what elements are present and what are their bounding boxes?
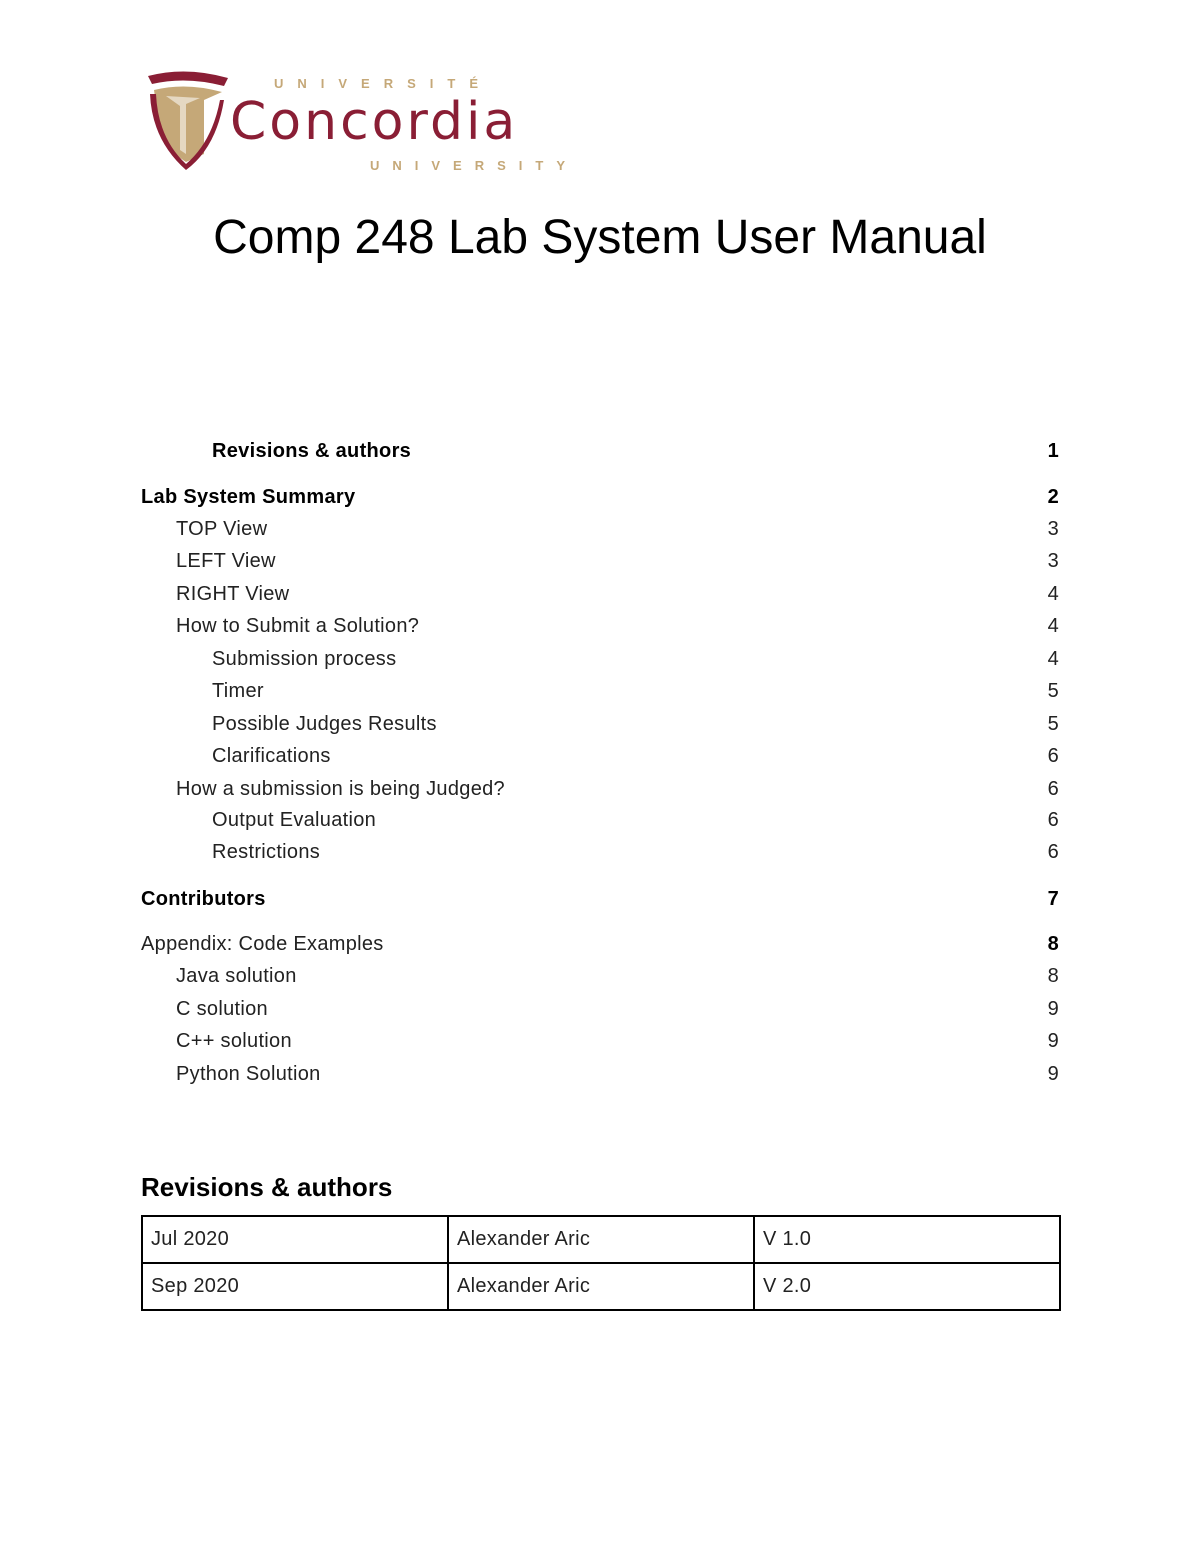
toc-item-page: 6 — [1047, 778, 1059, 800]
toc-item[interactable] — [0, 710, 1200, 738]
toc-item-page: 6 — [1047, 809, 1059, 831]
revision-author: Alexander Aric — [448, 1263, 754, 1310]
toc-item[interactable] — [0, 677, 1200, 705]
logo-university-text: UNIVERSITY — [370, 158, 579, 173]
toc-item-label: TOP View — [176, 518, 268, 540]
toc-item-page: 4 — [1047, 648, 1059, 670]
toc-item-label: Python Solution — [176, 1063, 321, 1085]
revision-version: V 1.0 — [754, 1216, 1060, 1263]
toc-item-page: 9 — [1047, 1030, 1059, 1052]
toc-item-page: 6 — [1047, 841, 1059, 863]
table-row — [142, 1263, 1060, 1310]
document-title: Comp 248 Lab System User Manual — [213, 211, 987, 264]
concordia-logo — [146, 70, 579, 180]
toc-item[interactable] — [0, 612, 1200, 640]
toc-item-label: Submission process — [212, 648, 397, 670]
toc-item-label: Appendix: Code Examples — [141, 933, 384, 955]
toc-item[interactable] — [0, 483, 1200, 511]
toc-item[interactable] — [0, 930, 1200, 958]
toc-item-page: 3 — [1047, 518, 1059, 540]
toc-item-label: Possible Judges Results — [212, 713, 437, 735]
revisions-heading: Revisions & authors — [141, 1172, 393, 1202]
toc-item-page: 1 — [1047, 440, 1059, 462]
toc-item-page: 9 — [1047, 998, 1059, 1020]
toc-item-page: 3 — [1047, 550, 1059, 572]
revision-author: Alexander Aric — [448, 1216, 754, 1263]
toc-item-label: Java solution — [176, 965, 297, 987]
toc-item[interactable] — [0, 437, 1200, 465]
toc-item-page: 8 — [1047, 965, 1059, 987]
revisions-table — [141, 1215, 1061, 1311]
toc-item-page: 2 — [1047, 486, 1059, 508]
toc-item-page: 5 — [1047, 680, 1059, 702]
toc-item[interactable] — [0, 547, 1200, 575]
revision-date: Jul 2020 — [142, 1216, 448, 1263]
revision-date: Sep 2020 — [142, 1263, 448, 1310]
toc-item[interactable] — [0, 645, 1200, 673]
toc-item-label: How a submission is being Judged? — [176, 778, 505, 800]
toc-item-label: How to Submit a Solution? — [176, 615, 420, 637]
toc-item[interactable] — [0, 515, 1200, 543]
toc-item-page: 4 — [1047, 615, 1059, 637]
toc-item-label: Restrictions — [212, 841, 321, 863]
toc-item[interactable] — [0, 806, 1200, 834]
toc-item[interactable] — [0, 1027, 1200, 1055]
toc-item-label: Timer — [212, 680, 264, 702]
toc-item-label: LEFT View — [176, 550, 276, 572]
toc-item[interactable] — [0, 1060, 1200, 1088]
logo-universite-text: UNIVERSITÉ — [274, 76, 493, 91]
toc-item-page: 9 — [1047, 1063, 1059, 1085]
toc-item[interactable] — [0, 838, 1200, 866]
toc-item[interactable] — [0, 885, 1200, 913]
toc-item-label: C solution — [176, 998, 268, 1020]
toc-item[interactable] — [0, 995, 1200, 1023]
toc-item-page: 4 — [1047, 583, 1059, 605]
toc-item-label: Contributors — [141, 888, 266, 910]
toc-item[interactable] — [0, 775, 1200, 803]
toc-item-label: Output Evaluation — [212, 809, 377, 831]
table-row — [142, 1216, 1060, 1263]
revision-version: V 2.0 — [754, 1263, 1060, 1310]
toc-item[interactable] — [0, 962, 1200, 990]
toc-item-page: 6 — [1047, 745, 1059, 767]
toc-item-page: 8 — [1047, 933, 1059, 955]
toc-item-page: 7 — [1047, 888, 1059, 910]
toc-item-page: 5 — [1047, 713, 1059, 735]
toc-item-label: C++ solution — [176, 1030, 292, 1052]
toc-item-label: Lab System Summary — [141, 486, 356, 508]
concordia-shield-icon — [146, 70, 230, 174]
logo-concordia-text: Concordia — [230, 92, 519, 152]
toc-item[interactable] — [0, 580, 1200, 608]
toc-item-label: Revisions & authors — [212, 440, 412, 462]
toc-item-label: RIGHT View — [176, 583, 290, 605]
toc-item[interactable] — [0, 742, 1200, 770]
toc-item-label: Clarifications — [212, 745, 331, 767]
